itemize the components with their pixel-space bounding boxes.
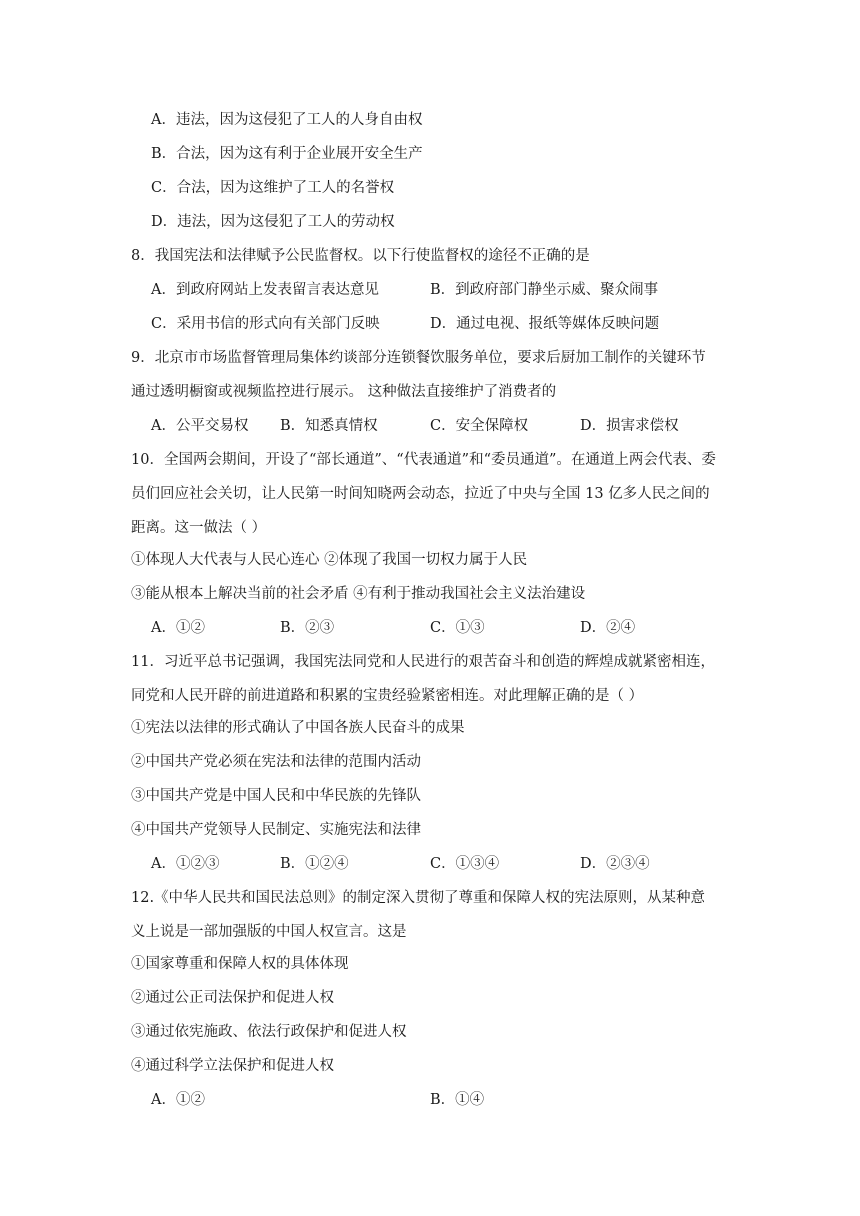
q8-options-row-2 — [0, 314, 860, 334]
q9-option-b: B．知悉真情权 — [280, 418, 378, 434]
q10-option-a: A．①② — [151, 620, 205, 636]
q11-statement-3: ③中国共产党是中国人民和中华民族的先锋队 — [131, 788, 421, 804]
q10-stem-line-2: 员们回应社会关切，让人民第一时间知晓两会动态，拉近了中央与全国 13 亿多人民之间的 — [131, 486, 710, 502]
q11-statement-1: ①宪法以法律的形式确认了中国各族人民奋斗的成果 — [131, 720, 465, 736]
q11-stem-line-1: 11．习近平总书记强调，我国宪法同党和人民进行的艰苦奋斗和创造的辉煌成就紧密相连， — [131, 654, 715, 670]
q12-statement-1: ①国家尊重和保障人权的具体体现 — [131, 956, 349, 972]
q7-option-b: B．合法，因为这有利于企业展开安全生产 — [151, 146, 423, 162]
q11-option-d: D．②③④ — [580, 856, 650, 872]
q11-options-row — [0, 854, 860, 874]
q11-option-b: B．①②④ — [280, 856, 349, 872]
q8-option-c: C．采用书信的形式向有关部门反映 — [151, 316, 380, 332]
q10-stem-line-1: 10．全国两会期间，开设了“部长通道”、“代表通道”和“委员通道”。在通道上两会代表、委 — [131, 452, 716, 468]
q9-options-row — [0, 416, 860, 436]
q12-statement-2: ②通过公正司法保护和促进人权 — [131, 990, 334, 1006]
q10-option-b: B．②③ — [280, 620, 335, 636]
q8-stem: 8．我国宪法和法律赋予公民监督权。以下行使监督权的途径不正确的是 — [131, 248, 590, 264]
q12-stem-line-2: 义上说是一部加强版的中国人权宣言。这是 — [131, 924, 407, 940]
q9-option-c: C．安全保障权 — [430, 418, 529, 434]
q11-option-a: A．①②③ — [151, 856, 220, 872]
q10-stem-line-3: 距离。这一做法（ ） — [131, 520, 267, 536]
q12-statement-3: ③通过依宪施政、依法行政保护和促进人权 — [131, 1024, 407, 1040]
q9-option-d: D．损害求偿权 — [580, 418, 679, 434]
q9-stem-line-2: 通过透明橱窗或视频监控进行展示。 这种做法直接维护了消费者的 — [131, 384, 557, 400]
q12-stem-line-1: 12.《中华人民共和国民法总则》的制定深入贯彻了尊重和保障人权的宪法原则，从某种意 — [131, 890, 706, 906]
q7-option-d: D．违法，因为这侵犯了工人的劳动权 — [151, 214, 395, 230]
q10-statements-line-1: ①体现人大代表与人民心连心 ②体现了我国一切权力属于人民 — [131, 552, 528, 568]
q7-option-a: A．违法，因为这侵犯了工人的人身自由权 — [151, 112, 423, 128]
q11-statement-4: ④中国共产党领导人民制定、实施宪法和法律 — [131, 822, 421, 838]
q7-option-c: C．合法，因为这维护了工人的名誉权 — [151, 180, 395, 196]
q11-stem-line-2: 同党和人民开辟的前进道路和积累的宝贵经验紧密相连。对此理解正确的是（ ） — [131, 688, 644, 704]
q11-statement-2: ②中国共产党必须在宪法和法律的范围内活动 — [131, 754, 421, 770]
q11-option-c: C．①③④ — [430, 856, 500, 872]
q10-option-d: D．②④ — [580, 620, 636, 636]
q9-stem-line-1: 9．北京市市场监督管理局集体约谈部分连锁餐饮服务单位，要求后厨加工制作的关键环节 — [131, 350, 706, 366]
q12-option-b: B．①④ — [430, 1092, 485, 1108]
q12-statement-4: ④通过科学立法保护和促进人权 — [131, 1058, 334, 1074]
q8-option-d: D．通过电视、报纸等媒体反映问题 — [430, 316, 660, 332]
q10-options-row — [0, 618, 860, 638]
q10-statements-line-2: ③能从根本上解决当前的社会矛盾 ④有利于推动我国社会主义法治建设 — [131, 586, 586, 602]
q9-option-a: A．公平交易权 — [151, 418, 249, 434]
q8-options-row-1 — [0, 280, 860, 300]
q8-option-b: B．到政府部门静坐示威、聚众闹事 — [430, 282, 659, 298]
q8-option-a: A．到政府网站上发表留言表达意见 — [151, 282, 379, 298]
q12-options-row — [0, 1090, 860, 1110]
q10-option-c: C．①③ — [430, 620, 485, 636]
q12-option-a: A．①② — [151, 1092, 205, 1108]
